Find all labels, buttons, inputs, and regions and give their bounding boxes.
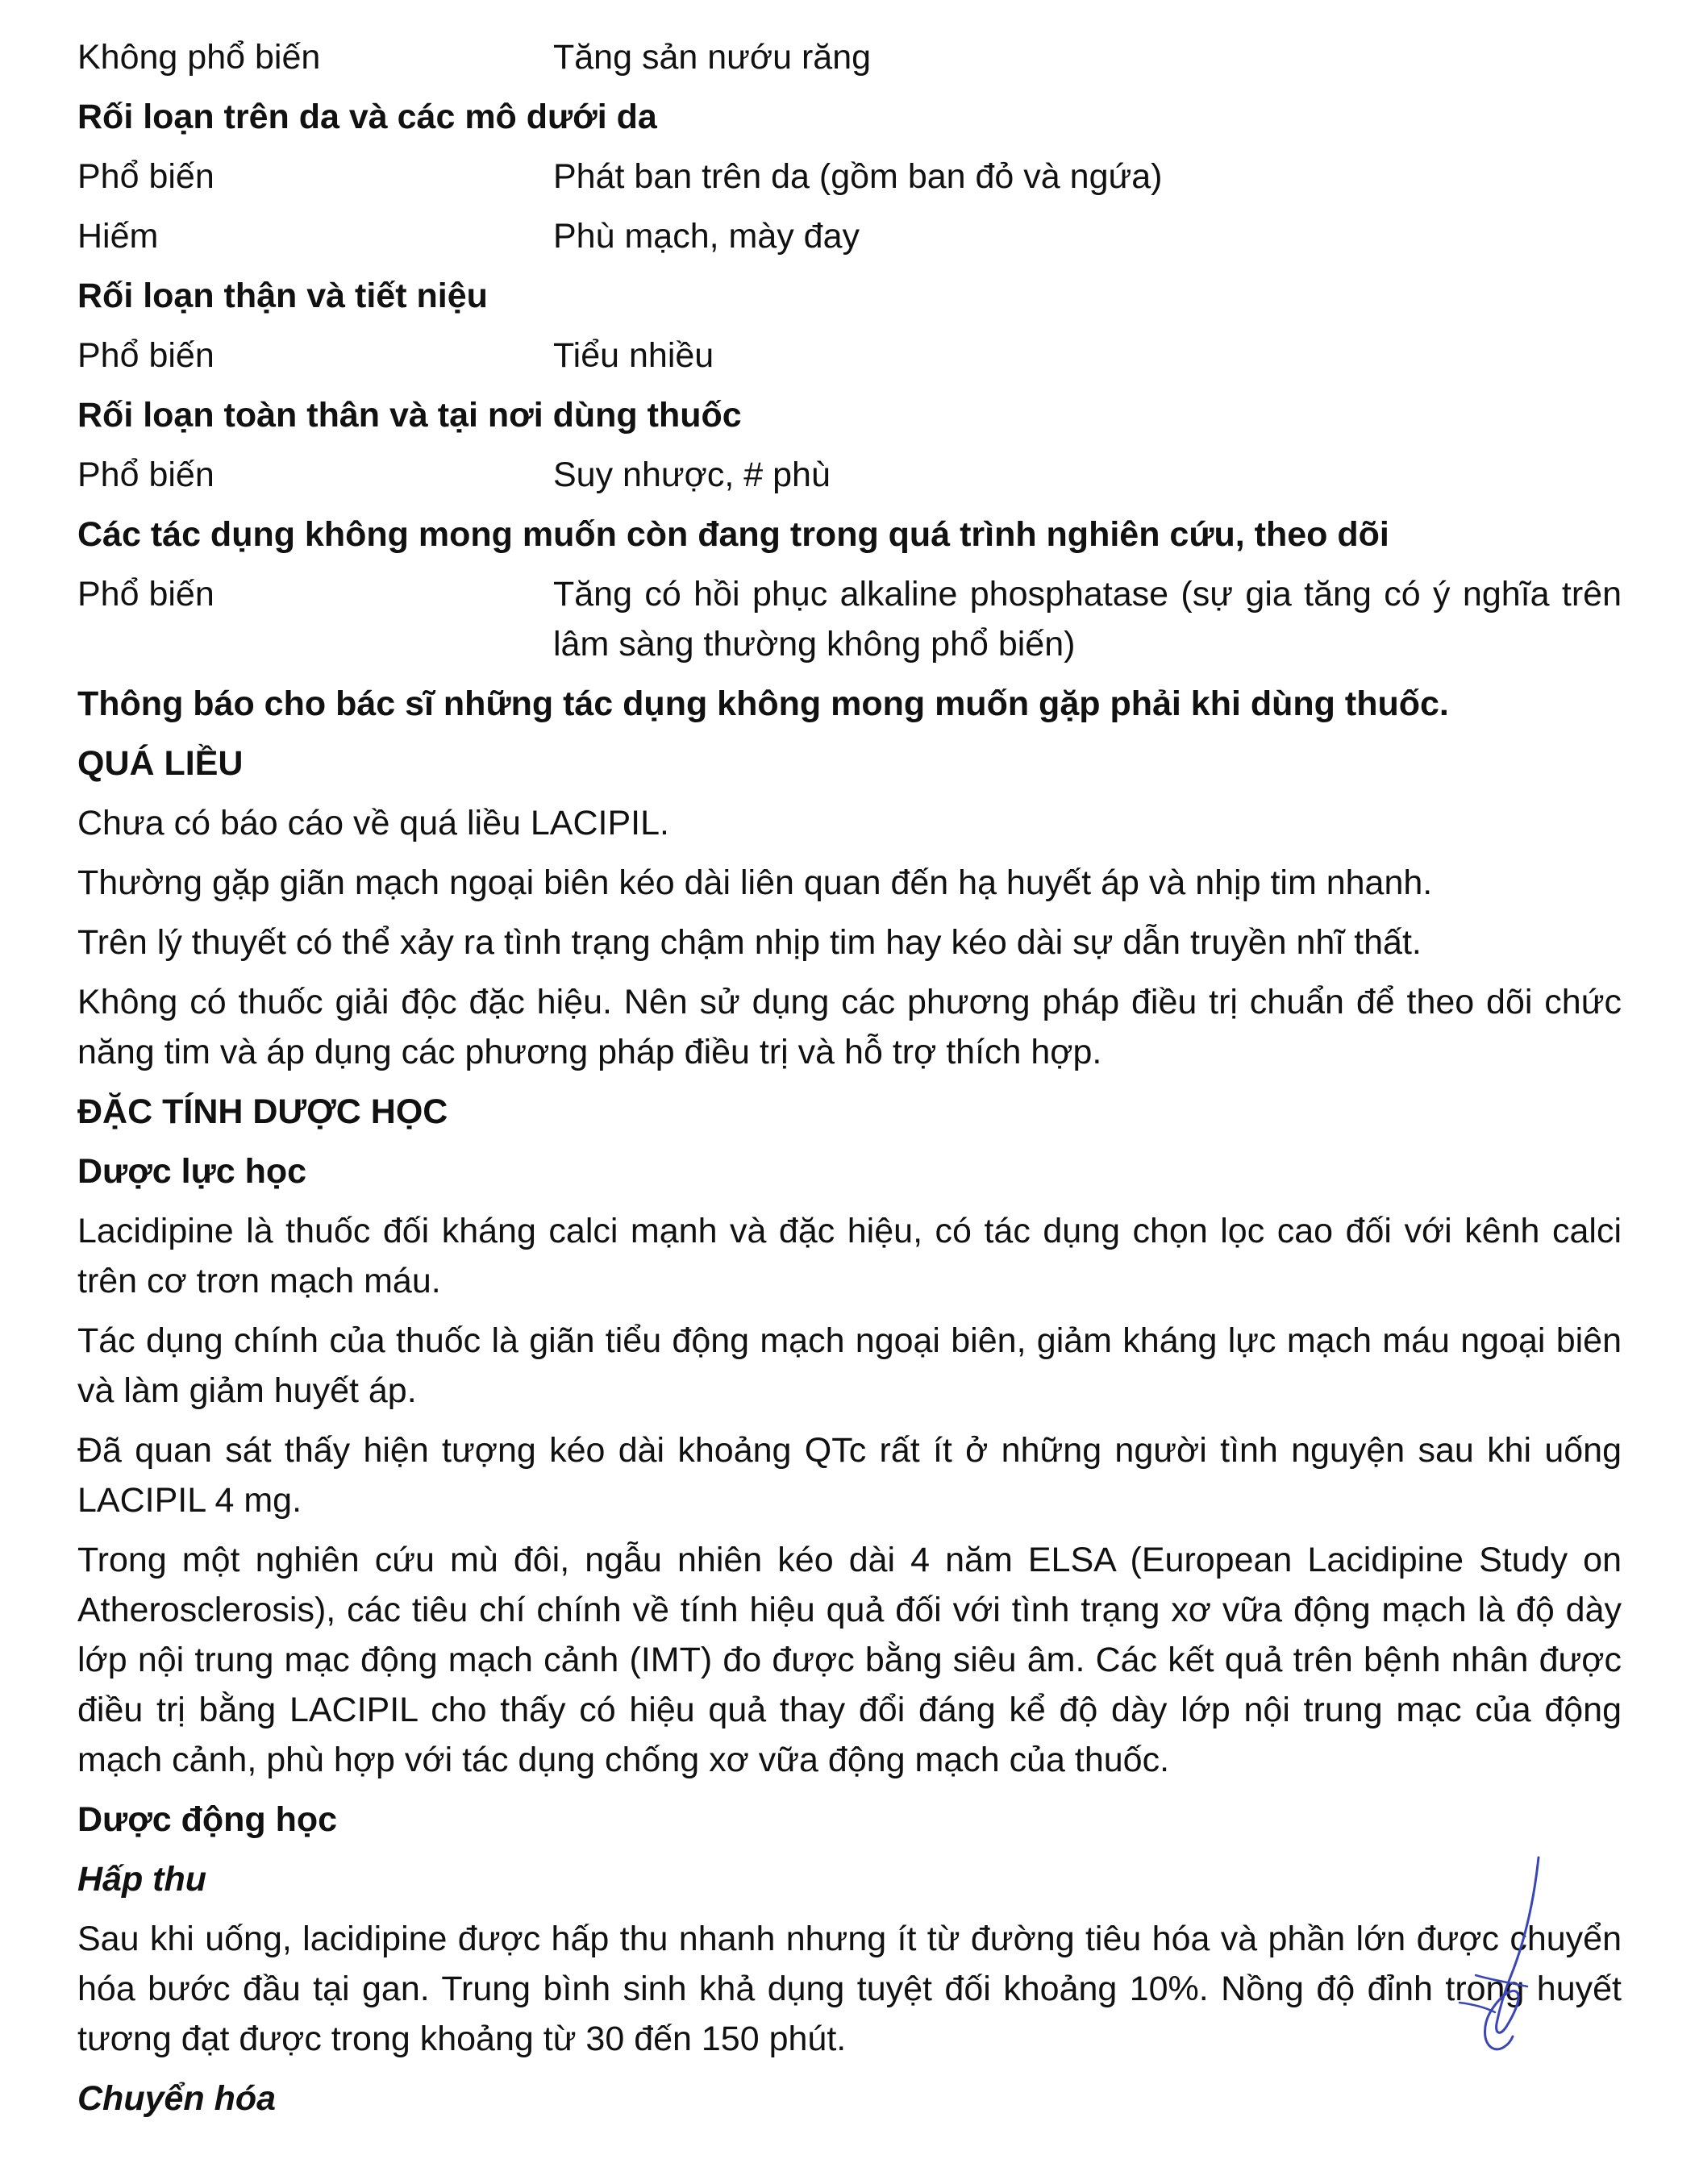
frequency-label: Hiếm — [77, 217, 159, 256]
section-heading-overdose: QUÁ LIỀU — [77, 744, 244, 783]
subheading-pharmacokinetics: Dược động học — [77, 1800, 338, 1839]
paragraph: Sau khi uống, lacidipine được hấp thu nhanh nhưng ít từ đường tiêu hóa và phần lớn được chuyển hóa bước đầu tại gan. Trung bình sinh khả dụng tuyệt đối khoảng 10%. Nồng độ đỉnh trong huyết tương đạt được trong khoảng từ 30 đến 150 phút. — [77, 1920, 1622, 2058]
paragraph: Lacidipine là thuốc đối kháng calci mạnh và đặc hiệu, có tác dụng chọn lọc cao đối với kênh calci trên cơ trơn mạch máu. — [77, 1212, 1622, 1300]
adverse-notice: Thông báo cho bác sĩ những tác dụng không mong muốn gặp phải khi dùng thuốc. — [77, 684, 1449, 723]
effect-text: Phát ban trên da (gồm ban đỏ và ngứa) — [553, 157, 1163, 196]
adverse-row — [77, 569, 1622, 669]
adverse-row — [77, 32, 1622, 82]
paragraph: Chưa có báo cáo về quá liều LACIPIL. — [77, 804, 669, 842]
adverse-row — [77, 211, 1622, 261]
frequency-label: Không phổ biến — [77, 38, 321, 77]
paragraph: Đã quan sát thấy hiện tượng kéo dài khoảng QTc rất ít ở những người tình nguyện sau khi uống LACIPIL 4 mg. — [77, 1431, 1622, 1520]
adverse-row — [77, 450, 1622, 500]
section-heading-pharmacology: ĐẶC TÍNH DƯỢC HỌC — [77, 1092, 448, 1131]
subheading-absorption: Hấp thu — [77, 1860, 207, 1899]
effect-text: Phù mạch, mày đay — [553, 217, 860, 256]
section-heading-research: Các tác dụng không mong muốn còn đang trong quá trình nghiên cứu, theo dõi — [77, 515, 1389, 554]
frequency-label: Phổ biến — [77, 336, 214, 375]
adverse-row — [77, 331, 1622, 381]
frequency-label: Phổ biến — [77, 575, 214, 614]
paragraph: Tác dụng chính của thuốc là giãn tiểu động mạch ngoại biên, giảm kháng lực mạch máu ngoại biên và làm giảm huyết áp. — [77, 1321, 1622, 1410]
paragraph: Thường gặp giãn mạch ngoại biên kéo dài liên quan đến hạ huyết áp và nhịp tim nhanh. — [77, 863, 1433, 902]
document-page — [77, 32, 1622, 2133]
paragraph: Trong một nghiên cứu mù đôi, ngẫu nhiên kéo dài 4 năm ELSA (European Lacidipine Study on Atherosclerosis), các tiêu chí chính về tính hiệu quả đối với tình trạng xơ vữa động mạch là độ dày lớp nội trung mạc động mạch cảnh (IMT) đo được bằng siêu âm. Các kết quả trên bệnh nhân được điều trị bằng LACIPIL cho thấy có hiệu quả thay đổi đáng kể độ dày lớp nội trung mạc của động mạch cảnh, phù hợp với tác dụng chống xơ vữa động mạch của thuốc. — [77, 1541, 1622, 1779]
subheading-pharmacodynamics: Dược lực học — [77, 1152, 307, 1191]
frequency-label: Phổ biến — [77, 456, 214, 494]
section-heading-general: Rối loạn toàn thân và tại nơi dùng thuốc — [77, 396, 742, 435]
adverse-row — [77, 152, 1622, 202]
frequency-label: Phổ biến — [77, 157, 214, 196]
subheading-metabolism: Chuyển hóa — [77, 2079, 277, 2118]
paragraph: Không có thuốc giải độc đặc hiệu. Nên sử dụng các phương pháp điều trị chuẩn để theo dõi chức năng tim và áp dụng các phương pháp điều trị và hỗ trợ thích hợp. — [77, 983, 1622, 1071]
section-heading-skin: Rối loạn trên da và các mô dưới da — [77, 98, 657, 136]
effect-text: Tăng sản nướu răng — [553, 38, 872, 77]
effect-text: Tăng có hồi phục alkaline phosphatase (sự gia tăng có ý nghĩa trên lâm sàng thường không phổ biến) — [553, 575, 1622, 664]
effect-text: Tiểu nhiều — [553, 336, 714, 375]
section-heading-renal: Rối loạn thận và tiết niệu — [77, 277, 488, 315]
paragraph: Trên lý thuyết có thể xảy ra tình trạng chậm nhịp tim hay kéo dài sự dẫn truyền nhĩ thất. — [77, 923, 1422, 962]
effect-text: Suy nhược, # phù — [553, 456, 831, 494]
